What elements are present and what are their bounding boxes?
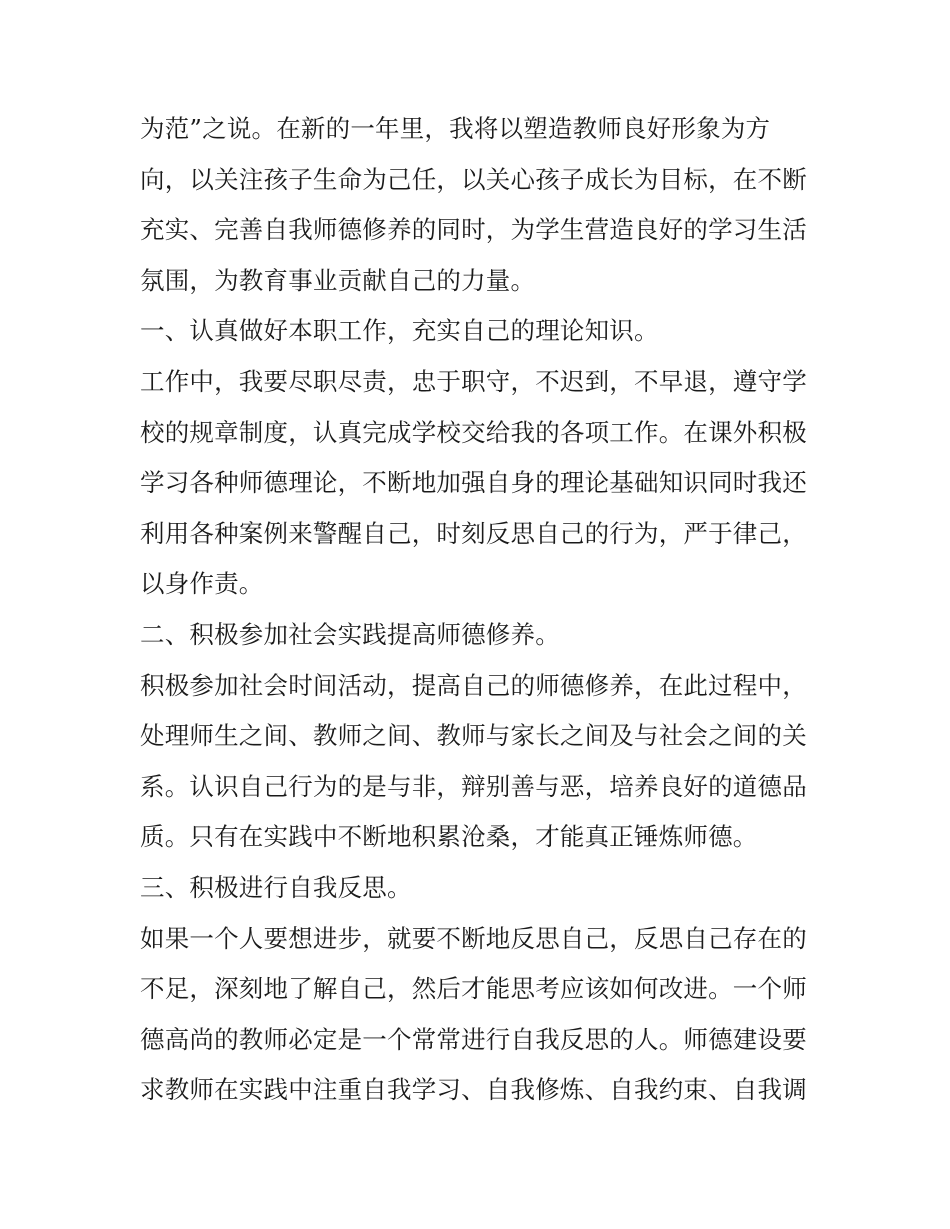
section-heading: 一、认真做好本职工作，充实自己的理论知识。 bbox=[140, 316, 659, 346]
text-line: 氛围，为教育事业贡献自己的力量。 bbox=[140, 265, 536, 295]
text-line: 质。只有在实践中不断地积累沧桑，才能真正锤炼师德。 bbox=[140, 822, 758, 852]
text-line: 积极参加社会时间活动，提高自己的师德修养，在此过程中， bbox=[140, 670, 807, 700]
text-line: 工作中，我要尽职尽责，忠于职守，不迟到，不早退，遵守学 bbox=[140, 366, 807, 396]
section-heading: 二、积极参加社会实践提高师德修养。 bbox=[140, 619, 560, 649]
text-line: 向，以关注孩子生命为己任，以关心孩子成长为目标，在不断 bbox=[140, 164, 807, 194]
text-line: 校的规章制度，认真完成学校交给我的各项工作。在课外积极 bbox=[140, 417, 807, 447]
text-line: 为范”之说。在新的一年里，我将以塑造教师良好形象为方 bbox=[140, 114, 771, 143]
text-line: 不足，深刻地了解自己，然后才能思考应该如何改进。一个师 bbox=[140, 974, 807, 1004]
text-line: 学习各种师德理论，不断地加强自身的理论基础知识同时我还 bbox=[140, 468, 807, 498]
text-line: 德高尚的教师必定是一个常常进行自我反思的人。师德建设要 bbox=[140, 1024, 807, 1054]
document-body bbox=[140, 104, 820, 1116]
text-line: 利用各种案例来警醒自己，时刻反思自己的行为，严于律己， bbox=[140, 518, 807, 548]
text-line: 处理师生之间、教师之间、教师与家长之间及与社会之间的关 bbox=[140, 721, 807, 751]
text-line: 如果一个人要想进步，就要不断地反思自己，反思自己存在的 bbox=[140, 923, 807, 953]
text-line: 求教师在实践中注重自我学习、自我修炼、自我约束、自我调 bbox=[140, 1075, 807, 1105]
text-line: 充实、完善自我师德修养的同时，为学生营造良好的学习生活 bbox=[140, 215, 807, 245]
text-line: 以身作责。 bbox=[140, 569, 264, 599]
section-heading: 三、积极进行自我反思。 bbox=[140, 872, 412, 902]
text-line: 系。认识自己行为的是与非，辩别善与恶，培养良好的道德品 bbox=[140, 771, 807, 801]
